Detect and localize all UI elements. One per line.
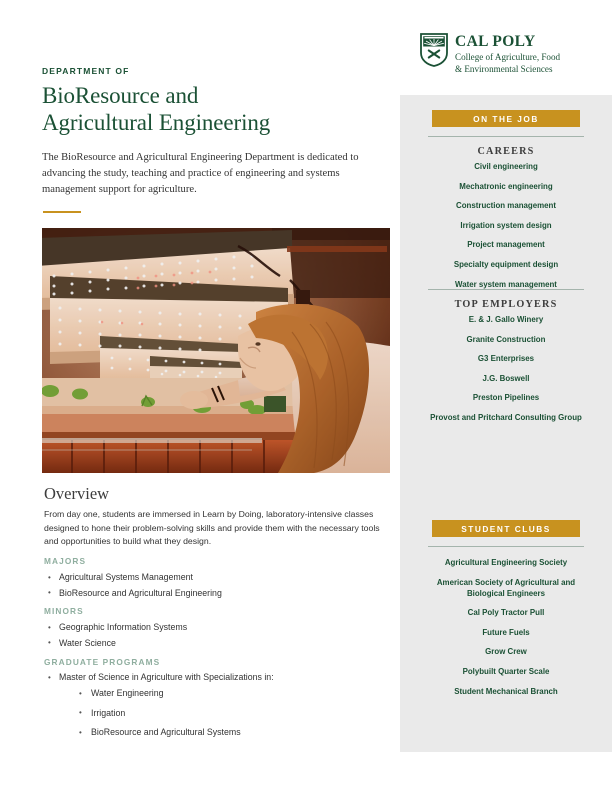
careers-heading: CAREERS: [477, 146, 535, 157]
intro-paragraph: The BioResource and Agricultural Engineering Department is dedicated to advancing the study, teaching and practice of engineering and systems management support for agriculture.: [42, 152, 359, 196]
top-employers-list: [400, 314, 612, 432]
divider: [428, 546, 584, 547]
list-item: Specialty equipment design: [453, 259, 559, 269]
gold-divider-rule: [43, 211, 81, 213]
careers-list: [400, 161, 612, 298]
list-item: Cal Poly Tractor Pull: [467, 608, 545, 618]
list-item: Construction management: [456, 201, 556, 211]
list-item: J.G. Boswell: [482, 373, 530, 383]
list-item: Mechatronic engineering: [459, 181, 553, 191]
list-item: • BioResource and Agricultural Engineering: [44, 586, 222, 602]
majors-label: MAJORS: [44, 556, 87, 566]
list-item: Preston Pipelines: [472, 393, 540, 403]
feature-photo: [42, 228, 390, 473]
cal-poly-shield-icon: [420, 33, 448, 67]
minors-label: MINORS: [44, 606, 84, 616]
logo-subtitle-line1: College of Agriculture, Food: [455, 52, 561, 62]
graduate-specializations-list: [76, 684, 241, 743]
list-item: • Agricultural Systems Management: [44, 570, 222, 586]
logo-subtitle-line2: & Environmental Sciences: [455, 63, 553, 74]
minors-list: [44, 620, 187, 651]
list-item: Agricultural Engineering Society: [444, 558, 568, 567]
list-item: Polybuilt Quarter Scale: [462, 666, 550, 676]
majors-list: [44, 570, 222, 601]
list-item: Granite Construction: [466, 334, 546, 344]
list-item: • Geographic Information Systems: [44, 620, 187, 636]
list-item: E. & J. Gallo Winery: [468, 315, 544, 324]
department-eyebrow: DEPARTMENT OF: [42, 66, 130, 76]
list-item: • BioResource and Agricultural Systems: [76, 723, 241, 743]
list-item: • Irrigation: [76, 704, 241, 724]
list-item: Future Fuels: [482, 627, 530, 637]
feature-photo-illustration: [42, 228, 390, 473]
list-item: Irrigation system design: [460, 220, 552, 230]
list-item: American Society of Agricultural and Biological Engineers: [436, 577, 576, 598]
overview-heading: Overview: [44, 484, 110, 503]
list-item: Provost and Pritchard Consulting Group: [430, 412, 582, 422]
logo-wordmark: CAL POLY: [455, 33, 536, 50]
on-the-job-banner: ON THE JOB: [432, 110, 580, 127]
page-title-line2: Agricultural Engineering: [42, 110, 271, 135]
list-item: Civil engineering: [474, 162, 538, 171]
divider: [428, 136, 584, 137]
top-employers-heading: TOP EMPLOYERS: [454, 299, 558, 310]
logo-text-block: [455, 33, 560, 75]
list-item: Project management: [467, 240, 545, 250]
list-item: • Water Science: [44, 636, 187, 652]
page-title: [42, 82, 390, 136]
cal-poly-logo: [420, 33, 560, 75]
list-item: • Water Engineering: [76, 684, 241, 704]
divider: [428, 289, 584, 290]
overview-paragraph: From day one, students are immersed in Learn by Doing, laboratory-intensive classes designed to hone their problem-solving skills and provide them with the necessary tools and opportunities to build what they design.: [44, 509, 380, 547]
list-item: G3 Enterprises: [477, 354, 535, 364]
student-clubs-list: [400, 557, 612, 705]
list-item: Student Mechanical Branch: [454, 686, 558, 696]
student-clubs-banner: STUDENT CLUBS: [432, 520, 580, 537]
list-item: Grow Crew: [485, 647, 527, 657]
list-item: • Master of Science in Agriculture with Specializations in:: [44, 670, 274, 686]
graduate-programs-label: GRADUATE PROGRAMS: [44, 657, 161, 667]
sidebar-panel: [400, 95, 612, 752]
page-title-line1: BioResource and: [42, 83, 199, 108]
list-item: Water system management: [455, 279, 557, 289]
